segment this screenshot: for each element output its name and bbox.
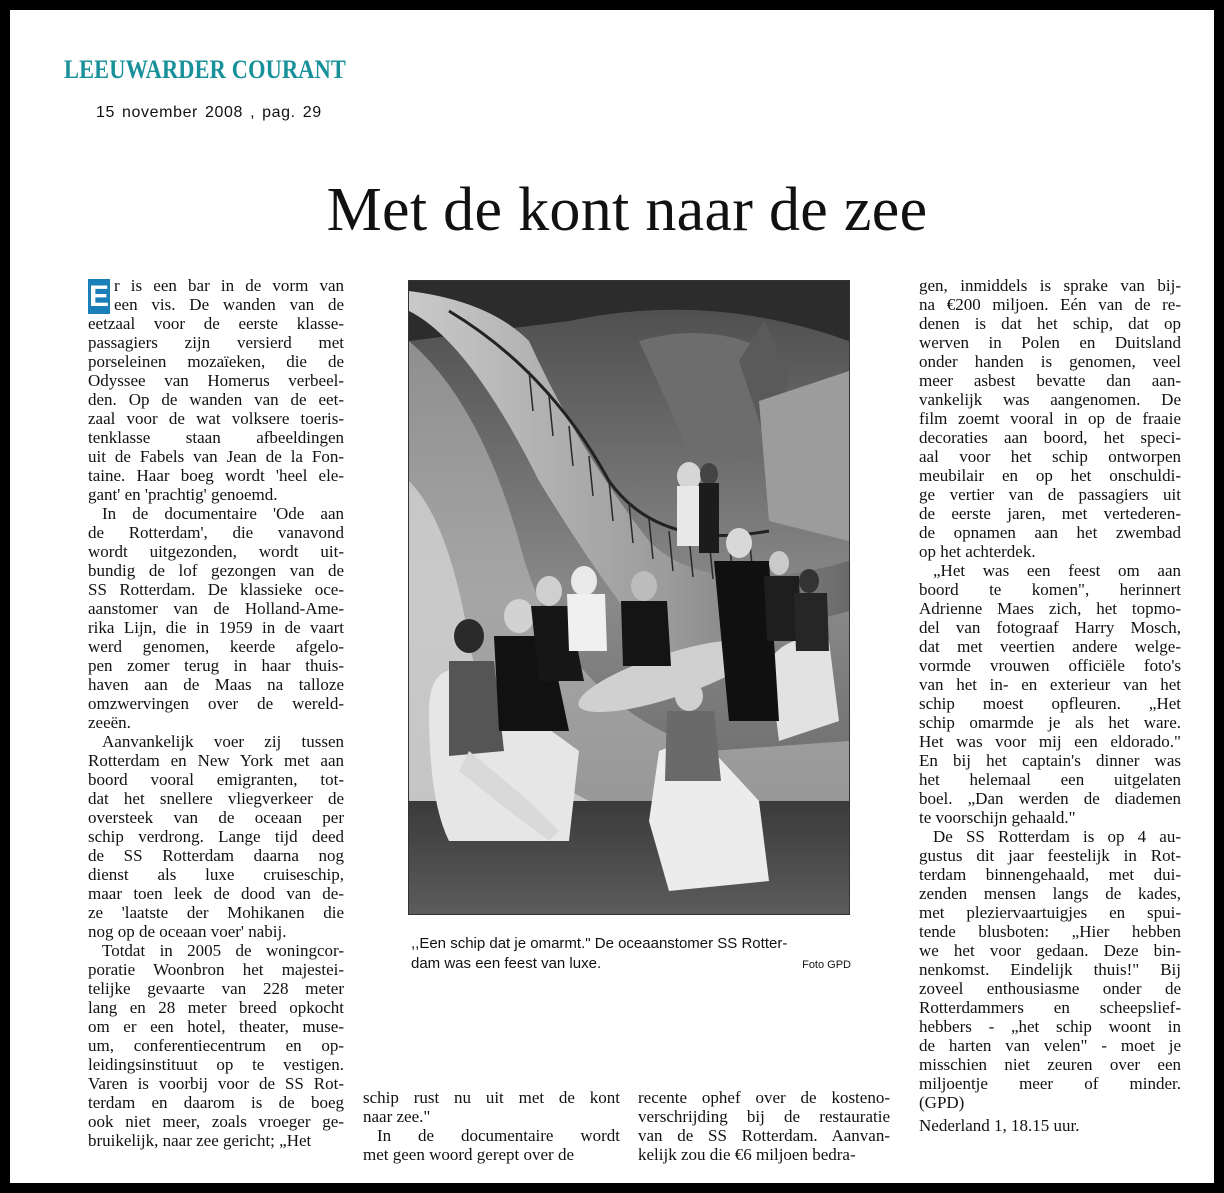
col3-line: ge vertier van de passagiers uit	[919, 485, 1181, 504]
col3-line: meubilair en op het onschuldi-	[919, 466, 1181, 485]
col1-line: dat het snellere vliegverkeer de	[88, 789, 344, 808]
col3-line: vormde vrouwen officiële foto's	[919, 656, 1181, 675]
col3-line: we het voor gedaan. Deze bin-	[919, 941, 1181, 960]
col2a-line: schip rust nu uit met de kont	[363, 1088, 620, 1107]
col1-line: schip verdrong. Lange tijd deed	[88, 827, 344, 846]
col1-line: een vis. De wanden van de	[114, 295, 344, 314]
col1-line: poratie Woonbron het majestei-	[88, 960, 344, 979]
col1-line: Varen is voorbij voor de SS Rot-	[88, 1074, 344, 1093]
col1-line: werd genomen, keerde afgelo-	[88, 637, 344, 656]
col3-line: na €200 miljoen. Eén van de re-	[919, 295, 1181, 314]
broadcast-info: Nederland 1, 18.15 uur.	[919, 1116, 1080, 1135]
col3-line: meer asbest bevatte dan aan-	[919, 371, 1181, 390]
caption-line-2: dam was een feest van luxe.	[411, 955, 602, 972]
col1-line: dienst als luxe cruiseschip,	[88, 865, 344, 884]
col1-line: taine. Haar boeg wordt 'heel ele-	[88, 466, 344, 485]
col3-line: aal voor het schip ontworpen	[919, 447, 1181, 466]
col1-line: um, conferentiecentrum en op-	[88, 1036, 344, 1055]
col2a-line: In de documentaire wordt	[377, 1126, 620, 1145]
col1-line: bundig de lof gezongen van de	[88, 561, 344, 580]
col3-line: schip moest opfleuren. „Het	[919, 694, 1181, 713]
col1-line: ook niet meer, zoals vroeger ge-	[88, 1112, 344, 1131]
col3-line: del van fotograaf Harry Mosch,	[919, 618, 1181, 637]
col1-line: leidingsinstituut op te vestigen.	[88, 1055, 344, 1074]
col3-line: De SS Rotterdam is op 4 au-	[933, 827, 1181, 846]
col3-line: gustus dit jaar feestelijk in Rot-	[919, 846, 1181, 865]
col3-line: zoveel enthousiasme onder de	[919, 979, 1181, 998]
col3-line: Adrienne Maes zich, het topmo-	[919, 599, 1181, 618]
col1-line: pen zomer terug in haar thuis-	[88, 656, 344, 675]
col1-line: In de documentaire 'Ode aan	[102, 504, 344, 523]
caption-line-1: ,,Een schip dat je omarmt." De oceaanstomer SS Rotter-	[411, 935, 788, 952]
col1-line: eetzaal voor de eerste klasse-	[88, 314, 344, 333]
photo-credit: Foto GPD	[802, 959, 851, 971]
col2a-line: met geen woord gerept over de	[363, 1145, 574, 1164]
col3-line: onder handen is genomen, veel	[919, 352, 1181, 371]
col1-line: rika Lijn, die in 1959 in de vaart	[88, 618, 344, 637]
col3-line: het helemaal een uitgelaten	[919, 770, 1181, 789]
publication-masthead: LEEUWARDER COURANT	[64, 55, 347, 84]
col3-line: „Het was een feest om aan	[933, 561, 1181, 580]
col3-line: misschien niet zeuren over een	[919, 1055, 1181, 1074]
ship-lounge-photo	[409, 281, 849, 914]
col3-line: met pleziervaartuigjes en spui-	[919, 903, 1181, 922]
col3-line: op het achterdek.	[919, 542, 1036, 561]
col1-line: boord vooral emigranten, tot-	[88, 770, 344, 789]
newspaper-clipping	[10, 10, 1214, 1183]
col1-line: gant' en 'prachtig' genoemd.	[88, 485, 278, 504]
col3-line: Rotterdammers en scheepslief-	[919, 998, 1181, 1017]
col2b-line: recente ophef over de kosteno-	[638, 1088, 890, 1107]
col1-line: passagiers zijn versierd met	[88, 333, 344, 352]
col2a-line: naar zee."	[363, 1107, 431, 1126]
col3-line: vankelijk was aangenomen. De	[919, 390, 1181, 409]
col3-line: film zoemt vooral in op de fraaie	[919, 409, 1181, 428]
col2b-line: verschrijding bij de restauratie	[638, 1107, 890, 1126]
col1-line: r is een bar in de vorm van	[114, 276, 344, 295]
col1-line: lang en 28 meter breed opkocht	[88, 998, 344, 1017]
col3-line: En bij het captain's dinner was	[919, 751, 1181, 770]
drop-cap: E	[88, 280, 109, 313]
col3-line: gen, inmiddels is sprake van bij-	[919, 276, 1181, 295]
article-column-3	[919, 276, 1181, 1112]
col1-line: maar toen leek de dood van de-	[88, 884, 344, 903]
col3-line: werven in Polen en Duitsland	[919, 333, 1181, 352]
col3-line: hebbers - „het schip woont in	[919, 1017, 1181, 1036]
col2b-line: van de SS Rotterdam. Aanvan-	[638, 1126, 890, 1145]
col1-line: omzwervingen over de wereld-	[88, 694, 344, 713]
col3-line: zenden mensen langs de kades,	[919, 884, 1181, 903]
article-headline: Met de kont naar de zee	[326, 176, 928, 244]
col1-line: den. Op de wanden van de eet-	[88, 390, 344, 409]
col1-line: om er een hotel, theater, muse-	[88, 1017, 344, 1036]
col3-line: de harten van velen" - moet je	[919, 1036, 1181, 1055]
col1-line: Rotterdam en New York met aan	[88, 751, 344, 770]
article-column-1	[88, 276, 344, 1150]
col1-line: oversteek van de oceaan per	[88, 808, 344, 827]
article-photo	[408, 280, 850, 915]
col1-line: haven aan de Maas na talloze	[88, 675, 344, 694]
dateline: 15 november 2008 , pag. 29	[96, 104, 322, 121]
col3-line: terdam binnengehaald, met dui-	[919, 865, 1181, 884]
col1-line: nog op de oceaan voer' nabij.	[88, 922, 287, 941]
col3-line: Het was voor mij een eldorado."	[919, 732, 1181, 751]
article-column-2b	[638, 1088, 890, 1164]
article-column-2a	[363, 1088, 620, 1164]
col3-line: van het in- en exterieur van het	[919, 675, 1181, 694]
col1-line: de Rotterdam', die vanavond	[88, 523, 344, 542]
col1-line: wordt uitgezonden, wordt uit-	[88, 542, 344, 561]
col3-line: de opnamen aan het zwembad	[919, 523, 1181, 542]
col3-line: denen is dat het schip, dat op	[919, 314, 1181, 333]
col3-line: decoraties aan boord, het speci-	[919, 428, 1181, 447]
col1-line: terdam en daarom is de boeg	[88, 1093, 344, 1112]
col3-line: de eerste jaren, met vertederen-	[919, 504, 1181, 523]
col1-line: telijke gevaarte van 228 meter	[88, 979, 344, 998]
col1-line: aanstomer van de Holland-Ame-	[88, 599, 344, 618]
col3-line: dat met veertien andere welge-	[919, 637, 1181, 656]
col3-line: nenkomst. Eindelijk thuis!" Bij	[919, 960, 1181, 979]
col1-line: porseleinen mozaïeken, die de	[88, 352, 344, 371]
col3-line: tende blusboten: „Hier hebben	[919, 922, 1181, 941]
col1-line: ze 'laatste der Mohikanen die	[88, 903, 344, 922]
col1-line: Totdat in 2005 de woningcor-	[102, 941, 344, 960]
col1-line: bruikelijk, naar zee gericht; „Het	[88, 1131, 312, 1150]
col1-line: Odyssee van Homerus verbeel-	[88, 371, 344, 390]
col3-line: (GPD)	[919, 1093, 965, 1112]
col1-line: SS Rotterdam. De klassieke oce-	[88, 580, 344, 599]
col1-line: Aanvankelijk voer zij tussen	[102, 732, 344, 751]
col1-line: zeeën.	[88, 713, 131, 732]
col3-line: miljoentje meer of minder.	[919, 1074, 1181, 1093]
col2b-line: kelijk zou die €6 miljoen bedra-	[638, 1145, 856, 1164]
col3-line: schip omarmde je als het ware.	[919, 713, 1181, 732]
col3-line: boel. „Dan werden de diademen	[919, 789, 1181, 808]
col1-line: de SS Rotterdam daarna nog	[88, 846, 344, 865]
col3-line: te voorschijn gehaald."	[919, 808, 1076, 827]
photo-caption	[411, 934, 851, 974]
col1-line: tenklasse staan afbeeldingen	[88, 428, 344, 447]
col1-line: uit de Fabels van Jean de la Fon-	[88, 447, 344, 466]
col3-line: boord te komen", herinnert	[919, 580, 1181, 599]
col1-line: zaal voor de wat volksere toeris-	[88, 409, 344, 428]
